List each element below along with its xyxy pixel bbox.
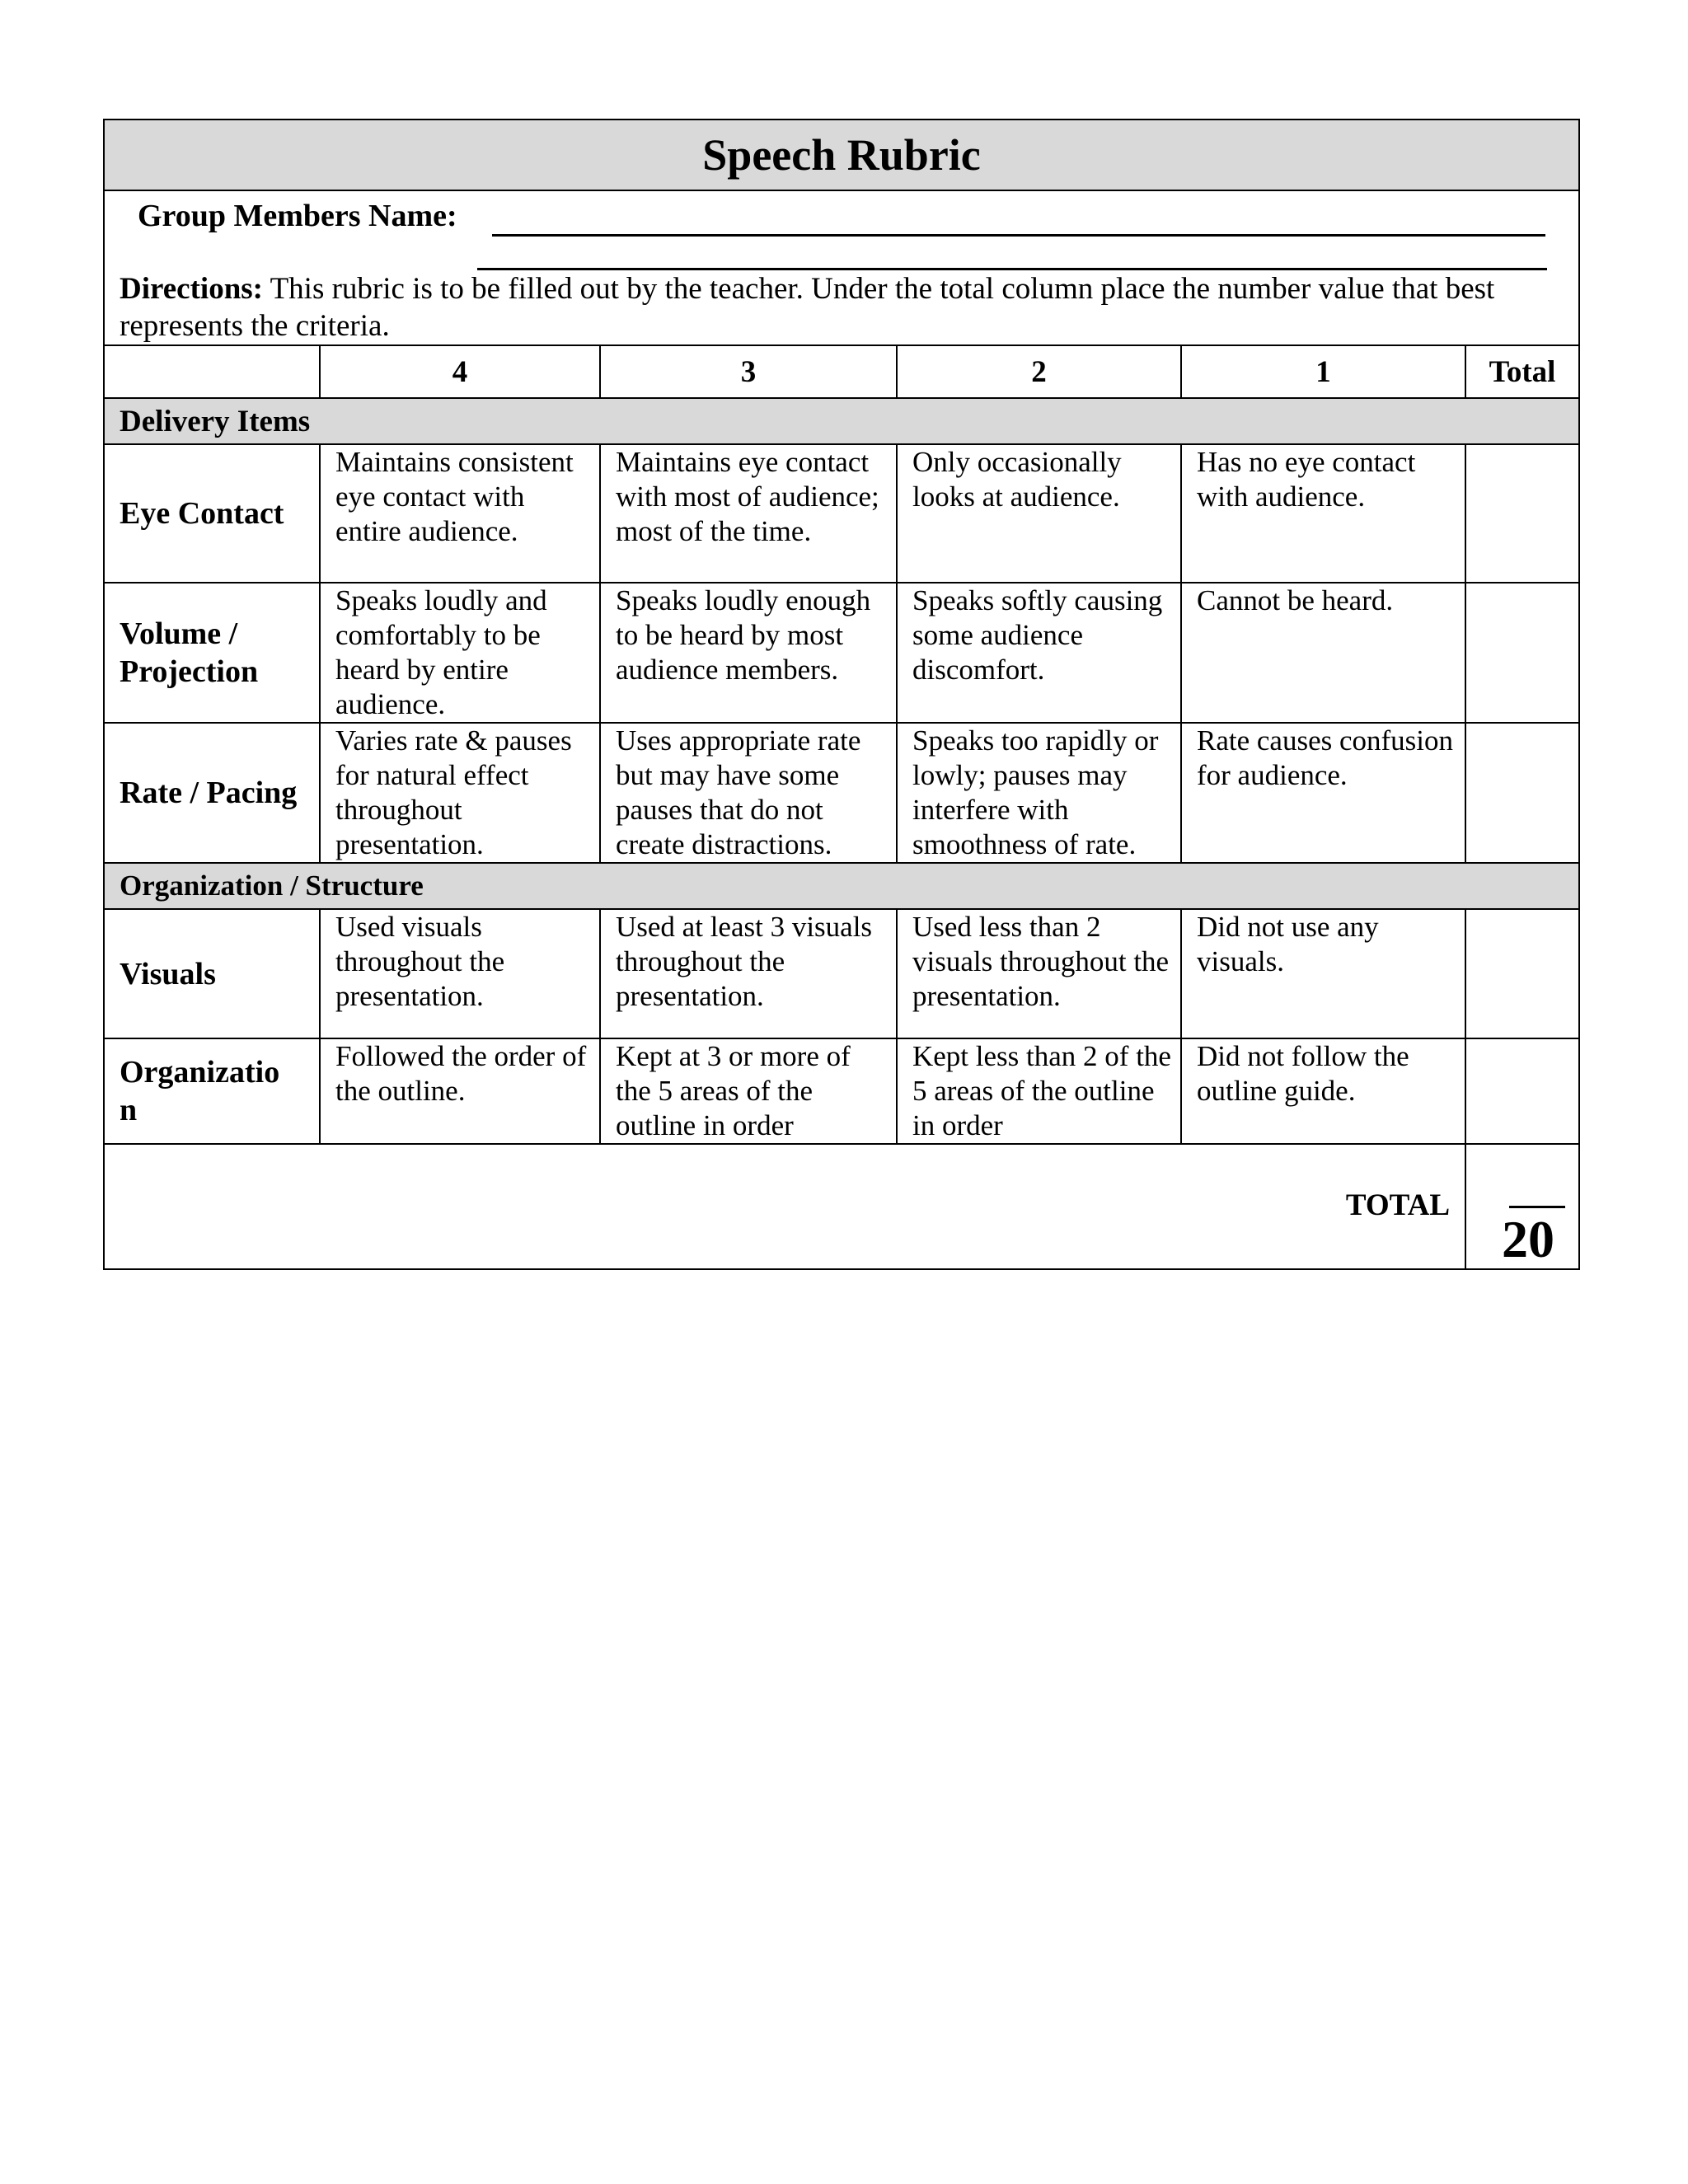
- descriptor-3: Kept at 3 or more of the 5 areas of the outline in order: [600, 1038, 897, 1144]
- section-delivery-items: Delivery Items: [104, 398, 1579, 444]
- score-entry-cell[interactable]: [1465, 583, 1579, 723]
- descriptor-3: Speaks loudly enough to be heard by most audience members.: [600, 583, 897, 723]
- descriptor-1: Cannot be heard.: [1181, 583, 1465, 723]
- total-row: [104, 1144, 1579, 1269]
- score-entry-cell[interactable]: [1465, 1038, 1579, 1144]
- header-score-4: 4: [320, 345, 600, 398]
- header-score-3: 3: [600, 345, 897, 398]
- score-entry-cell[interactable]: [1465, 723, 1579, 863]
- score-entry-cell[interactable]: [1465, 444, 1579, 583]
- descriptor-1: Has no eye contact with audience.: [1181, 444, 1465, 583]
- header-score-1: 1: [1181, 345, 1465, 398]
- info-section: [104, 190, 1579, 345]
- descriptor-2: Speaks too rapidly or lowly; pauses may interfere with smoothness of rate.: [897, 723, 1181, 863]
- group-members-line-1[interactable]: [492, 234, 1545, 237]
- directions-body: This rubric is to be filled out by the teacher. Under the total column place the number value that best represents the criteria.: [120, 272, 1495, 343]
- descriptor-3: Maintains eye contact with most of audience; most of the time.: [600, 444, 897, 583]
- score-blank-line: [1509, 1206, 1565, 1208]
- rubric-row-volume-projection: [104, 583, 1579, 723]
- total-label: TOTAL: [104, 1144, 1465, 1269]
- header-total: Total: [1465, 345, 1579, 398]
- criterion-label: Eye Contact: [104, 444, 320, 583]
- descriptor-1: Did not follow the outline guide.: [1181, 1038, 1465, 1144]
- descriptor-1: Did not use any visuals.: [1181, 909, 1465, 1038]
- header-row: [104, 345, 1579, 398]
- descriptor-3: Uses appropriate rate but may have some pauses that do not create distractions.: [600, 723, 897, 863]
- criterion-label-text: Organizatio n: [120, 1055, 280, 1127]
- header-blank: [104, 345, 320, 398]
- rubric-title: Speech Rubric: [104, 120, 1579, 190]
- criterion-label: Volume / Projection: [104, 583, 320, 723]
- score-entry-cell[interactable]: [1465, 909, 1579, 1038]
- speech-rubric-table: [103, 119, 1580, 1270]
- descriptor-4: Followed the order of the outline.: [320, 1038, 600, 1144]
- header-score-2: 2: [897, 345, 1181, 398]
- descriptor-4: Used visuals throughout the presentation.: [320, 909, 600, 1038]
- criterion-label: Visuals: [104, 909, 320, 1038]
- directions-text: [120, 270, 1555, 344]
- descriptor-3: Used at least 3 visuals throughout the presentation.: [600, 909, 897, 1038]
- section-organization-structure: Organization / Structure: [104, 863, 1579, 909]
- descriptor-2: Used less than 2 visuals throughout the presentation.: [897, 909, 1181, 1038]
- rubric-row-visuals: [104, 909, 1579, 1038]
- rubric-row-rate-pacing: [104, 723, 1579, 863]
- descriptor-4: Varies rate & pauses for natural effect throughout presentation.: [320, 723, 600, 863]
- descriptor-2: Kept less than 2 of the 5 areas of the outline in order: [897, 1038, 1181, 1144]
- rubric-row-eye-contact: [104, 444, 1579, 583]
- total-max-score: 20: [1502, 1210, 1555, 1268]
- directions-label: Directions:: [120, 272, 263, 306]
- descriptor-4: Speaks loudly and comfortably to be heard by entire audience.: [320, 583, 600, 723]
- descriptor-1: Rate causes confusion for audience.: [1181, 723, 1465, 863]
- descriptor-2: Only occasionally looks at audience.: [897, 444, 1181, 583]
- total-score-cell[interactable]: [1465, 1144, 1579, 1269]
- rubric-row-organization: [104, 1038, 1579, 1144]
- descriptor-4: Maintains consistent eye contact with entire audience.: [320, 444, 600, 583]
- criterion-label: Rate / Pacing: [104, 723, 320, 863]
- criterion-label: [104, 1038, 320, 1144]
- group-members-label: Group Members Name:: [138, 199, 457, 233]
- descriptor-2: Speaks softly causing some audience discomfort.: [897, 583, 1181, 723]
